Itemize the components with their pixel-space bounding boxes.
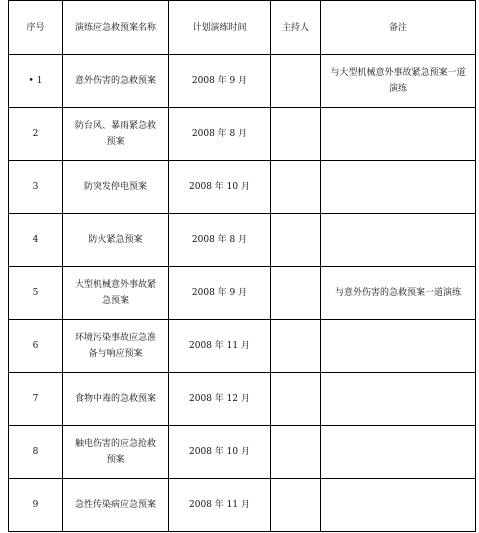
header-seq: 序号	[9, 1, 63, 55]
cell-note-text: 与意外伤害的急救预案一道演练	[334, 288, 461, 298]
cell-seq: 9	[9, 479, 63, 532]
cell-seq: 7	[9, 373, 63, 426]
cell-name-text: 食物中毒的急救预案	[74, 394, 156, 404]
header-note: 备注	[321, 1, 476, 55]
table-row	[9, 373, 476, 426]
table-row	[9, 426, 476, 479]
cell-host	[271, 320, 321, 373]
cell-host	[271, 267, 321, 320]
table-header-row	[9, 1, 476, 55]
cell-note	[321, 373, 476, 426]
cell-host	[271, 373, 321, 426]
table-row	[9, 214, 476, 267]
cell-name-text: 环境污染事故应急准备与响应预案	[74, 333, 156, 359]
cell-seq: 8	[9, 426, 63, 479]
cell-name-text: 意外伤害的急救预案	[74, 76, 156, 86]
cell-name-text: 触电伤害的应急抢救预案	[74, 439, 156, 465]
cell-name	[63, 267, 169, 320]
cell-time: 2008 年 8 月	[169, 214, 271, 267]
cell-time: 2008 年 11 月	[169, 479, 271, 532]
cell-note	[321, 55, 476, 108]
cell-name	[63, 426, 169, 479]
cell-name	[63, 373, 169, 426]
cell-seq: 6	[9, 320, 63, 373]
header-time: 计划演练时间	[169, 1, 271, 55]
drill-plan-table	[8, 0, 476, 532]
cell-host	[271, 479, 321, 532]
cell-note	[321, 214, 476, 267]
cell-name	[63, 108, 169, 161]
cell-name-text: 大型机械意外事故紧急预案	[74, 280, 156, 306]
table-row	[9, 161, 476, 214]
cell-name-text: 防火紧急预案	[88, 235, 143, 245]
header-host: 主持人	[271, 1, 321, 55]
cell-note	[321, 161, 476, 214]
cell-note-text: 与大型机械意外事故紧急预案一道演练	[330, 68, 466, 94]
cell-note	[321, 320, 476, 373]
cell-name	[63, 214, 169, 267]
cell-note	[321, 267, 476, 320]
cell-name	[63, 161, 169, 214]
cell-note	[321, 479, 476, 532]
header-name: 演练应急救预案名称	[63, 1, 169, 55]
cell-name-text: 急性传染病应急预案	[74, 500, 156, 510]
cell-time: 2008 年 12 月	[169, 373, 271, 426]
cell-seq: 3	[9, 161, 63, 214]
cell-seq: 5	[9, 267, 63, 320]
cell-note	[321, 426, 476, 479]
cell-seq: • 1	[9, 55, 63, 108]
cell-seq: 2	[9, 108, 63, 161]
cell-name	[63, 479, 169, 532]
cell-host	[271, 108, 321, 161]
cell-time: 2008 年 10 月	[169, 426, 271, 479]
cell-host	[271, 161, 321, 214]
table-row	[9, 320, 476, 373]
cell-name-text: 防突发停电预案	[83, 182, 147, 192]
cell-name-text: 防台风、暴雨紧急救预案	[74, 121, 156, 147]
cell-seq: 4	[9, 214, 63, 267]
cell-name	[63, 55, 169, 108]
table-row	[9, 108, 476, 161]
cell-time: 2008 年 10 月	[169, 161, 271, 214]
table-row	[9, 479, 476, 532]
drill-plan-sheet	[8, 0, 475, 533]
table-row	[9, 55, 476, 108]
cell-name	[63, 320, 169, 373]
cell-time: 2008 年 11 月	[169, 320, 271, 373]
cell-time: 2008 年 9 月	[169, 55, 271, 108]
cell-note	[321, 108, 476, 161]
cell-host	[271, 426, 321, 479]
cell-time: 2008 年 9 月	[169, 267, 271, 320]
cell-host	[271, 55, 321, 108]
table-row	[9, 267, 476, 320]
cell-time: 2008 年 8 月	[169, 108, 271, 161]
cell-host	[271, 214, 321, 267]
